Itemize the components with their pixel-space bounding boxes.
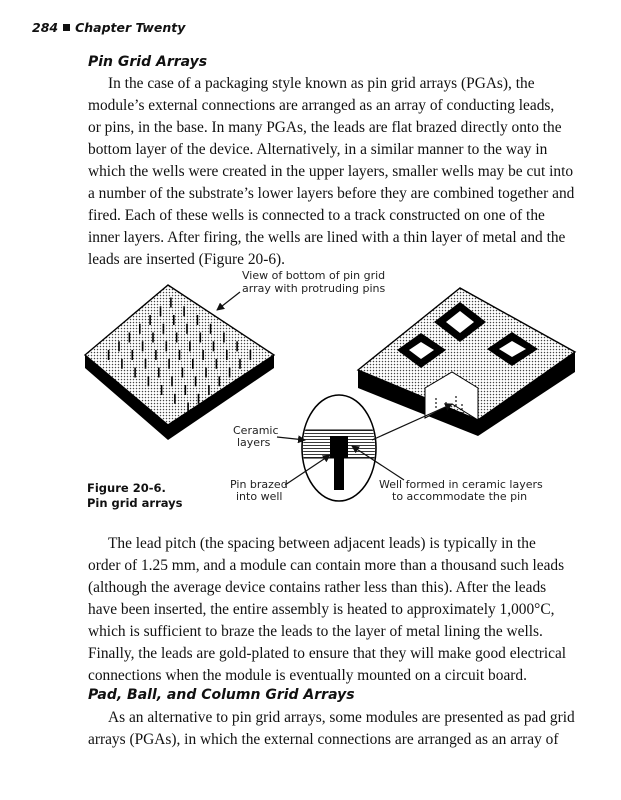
paragraph-lead-pitch <box>88 533 567 687</box>
text-line: a number of the substrate’s lower layers before they are combined together and <box>88 185 575 202</box>
text-line: As an alternative to pin grid arrays, some modules are presented as pad grid <box>108 709 575 726</box>
label-view-bottom: array with protruding pins <box>242 282 386 295</box>
square-bullet-icon <box>63 24 70 31</box>
text-line: leads are inserted (Figure 20-6). <box>88 251 286 268</box>
chapter-title: Chapter Twenty <box>75 20 186 35</box>
pga-module-bottom-view <box>85 285 274 440</box>
text-line: bottom layer of the device. Alternatively, in a similar manner to the way in <box>88 141 548 158</box>
paragraph-pin-grid-arrays <box>88 73 575 271</box>
label-ceramic-layers: layers <box>237 436 271 449</box>
text-line: module’s external connections are arranged as an array of conducting leads, <box>88 97 555 114</box>
figure-title: Pin grid arrays <box>87 496 183 510</box>
label-pin-brazed: into well <box>236 490 283 503</box>
text-line: connections when the module is eventually mounted on a circuit board. <box>88 667 527 684</box>
label-well-formed: Well formed in ceramic layers <box>379 478 543 491</box>
figure-pin-grid-array-diagram <box>0 262 621 512</box>
text-line: which is sufficient to braze the leads to the layer of metal lining the wells. <box>88 623 543 640</box>
figure-number: Figure 20-6. <box>87 481 166 495</box>
figure-caption <box>87 481 183 511</box>
text-line: which the wells were created in the upper layers, smaller wells may be cut into <box>88 163 574 180</box>
text-line: arrays (PGAs), in which the external connections are arranged as an array of <box>88 731 559 748</box>
text-line: Finally, the leads are gold-plated to ensure that they will make good electrical <box>88 645 567 662</box>
text-line: have been inserted, the entire assembly is heated to approximately 1,000°C, <box>88 601 555 618</box>
running-header <box>32 20 185 35</box>
label-well-formed: to accommodate the pin <box>392 490 528 503</box>
module-with-wells <box>358 288 575 436</box>
text-line: In the case of a packaging style known as pin grid arrays (PGAs), the <box>108 75 535 92</box>
text-line: The lead pitch (the spacing between adjacent leads) is typically in the <box>108 535 536 552</box>
paragraph-pad-grid-arrays <box>88 707 575 751</box>
label-ceramic-layers: Ceramic <box>233 424 279 437</box>
label-pin-brazed: Pin brazed <box>230 478 288 491</box>
magnified-section-view <box>300 395 380 501</box>
text-line: (although the average device contains rather less than this). After the leads <box>88 579 547 596</box>
section-heading-pin-grid-arrays: Pin Grid Arrays <box>88 54 208 70</box>
text-line: fired. Each of these wells is connected to a track constructed on one of the <box>88 207 545 224</box>
label-view-bottom: View of bottom of pin grid <box>242 269 386 282</box>
text-line: order of 1.25 mm, and a module can contain more than a thousand such leads <box>88 557 565 574</box>
section-heading-pad-ball-column: Pad, Ball, and Column Grid Arrays <box>88 687 355 703</box>
page-number: 284 <box>32 20 59 35</box>
text-line: inner layers. After firing, the wells are lined with a thin layer of metal and the <box>88 229 566 246</box>
text-line: or pins, in the base. In many PGAs, the leads are flat brazed directly onto the <box>88 119 562 136</box>
